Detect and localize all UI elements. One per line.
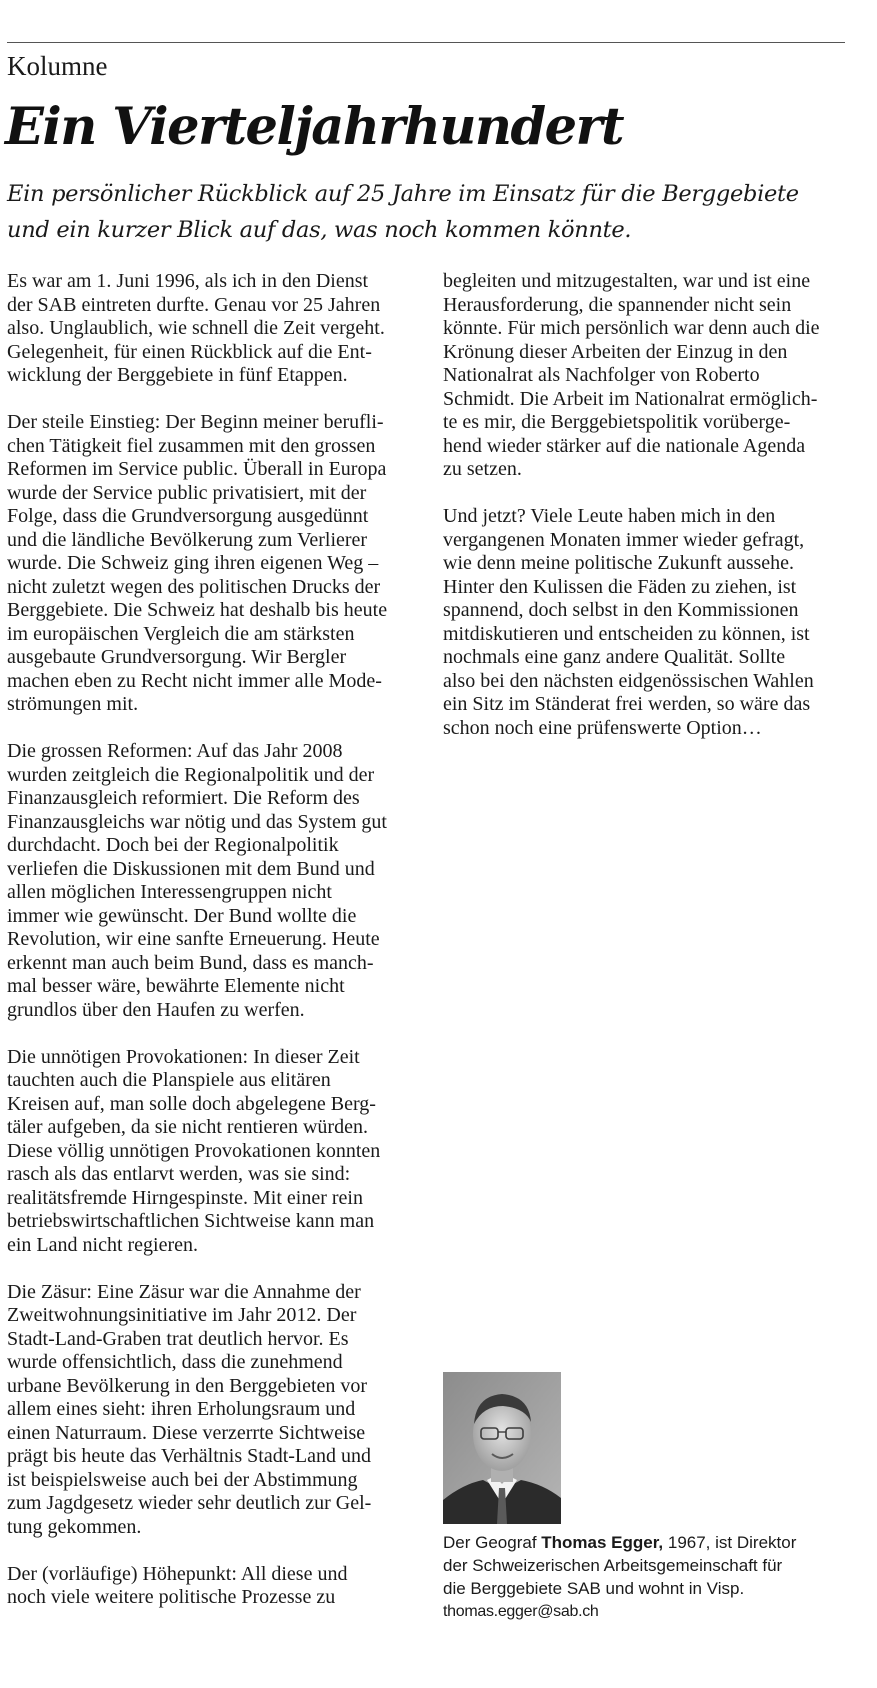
text-line: vergangenen Monaten immer wieder gefragt, <box>443 528 805 551</box>
caption-line: die Berggebiete SAB und wohnt in Visp. <box>443 1579 745 1598</box>
text-line: und die ländliche Bevölkerung zum Verlierer <box>7 528 368 551</box>
text-line: spannend, doch selbst in den Kommissionen <box>443 599 799 621</box>
caption-prefix: Der Geograf <box>443 1533 542 1552</box>
text-line: wurde. Die Schweiz ging ihren eigenen Weg – <box>7 552 379 574</box>
text-line: mal besser wäre, bewährte Elemente nicht <box>7 975 345 997</box>
text-line: ein Land nicht regieren. <box>7 1233 199 1256</box>
text-line: mitdiskutieren und entscheiden zu können, ist <box>443 622 810 645</box>
paragraph <box>443 270 863 482</box>
author-email: thomas.egger@sab.ch <box>443 1603 599 1620</box>
text-line: immer wie gewünscht. Der Bund wollte die <box>7 904 357 927</box>
text-line: Kreisen auf, man solle doch abgelegene Berg- <box>7 1092 376 1115</box>
text-line: im europäischen Vergleich die am stärksten <box>7 622 355 645</box>
paragraph <box>7 1281 427 1540</box>
author-caption <box>443 1531 843 1623</box>
text-line: Die unnötigen Provokationen: In dieser Zeit <box>7 1045 360 1068</box>
text-line: allen möglichen Interessengruppen nicht <box>7 881 332 903</box>
text-line: also bei den nächsten eidgenössischen Wahlen <box>443 669 814 692</box>
text-line: Herausforderung, die spannender nicht sein <box>443 293 792 316</box>
column-kicker: Kolumne <box>7 51 108 81</box>
text-line: erkennt man auch beim Bund, dass es manch- <box>7 951 374 974</box>
text-line: tung gekommen. <box>7 1515 142 1538</box>
text-line: wicklung der Berggebiete in fünf Etappen. <box>7 364 348 386</box>
text-line: Berggebiete. Die Schweiz hat deshalb bis heute <box>7 599 388 621</box>
caption-line: der Schweizerischen Arbeitsgemeinschaft für <box>443 1556 783 1575</box>
text-line: Schmidt. Die Arbeit im Nationalrat ermöglich- <box>443 387 818 410</box>
text-line: wurde der Service public privatisiert, mit der <box>7 481 367 504</box>
text-line: Die grossen Reformen: Auf das Jahr 2008 <box>7 740 343 762</box>
author-name: Thomas Egger, <box>541 1533 664 1552</box>
text-line: ausgebaute Grundversorgung. Wir Bergler <box>7 646 347 668</box>
text-line: Finanzausgleich reformiert. Die Reform des <box>7 787 360 809</box>
text-line: Stadt-Land-Graben trat deutlich hervor. Es <box>7 1327 349 1350</box>
text-line: Der steile Einstieg: Der Beginn meiner berufli- <box>7 411 384 433</box>
text-line: allem eines sieht: ihren Erholungsraum und <box>7 1398 356 1420</box>
text-line: hend wieder stärker auf die nationale Agenda <box>443 434 806 457</box>
lead-line: Ein persönlicher Rückblick auf 25 Jahre im Einsatz für die Berggebiete <box>7 181 799 207</box>
paragraph <box>7 1046 427 1258</box>
lead-line: und ein kurzer Blick auf das, was noch kommen könnte. <box>7 217 632 243</box>
text-line: ist beispielsweise auch bei der Abstimmung <box>7 1468 358 1491</box>
text-line: wurde offensichtlich, dass die zunehmend <box>7 1351 343 1373</box>
text-line: realitätsfremde Hirngespinste. Mit einer rein <box>7 1186 363 1209</box>
headline: Ein Vierteljahrhundert <box>5 97 624 157</box>
text-line: Folge, dass die Grundversorgung ausgedünnt <box>7 505 369 527</box>
text-line: tauchten auch die Planspiele aus elitären <box>7 1069 331 1091</box>
text-line: grundlos über den Haufen zu werfen. <box>7 998 305 1021</box>
text-line: strömungen mit. <box>7 693 139 715</box>
text-line: schon noch eine prüfenswerte Option… <box>443 716 762 739</box>
text-line: Die Zäsur: Eine Zäsur war die Annahme der <box>7 1280 361 1303</box>
text-line: Zweitwohnungsinitiative im Jahr 2012. Der <box>7 1304 357 1326</box>
text-line: täler aufgeben, da sie nicht rentieren würden. <box>7 1116 368 1138</box>
text-line: Gelegenheit, für einen Rückblick auf die Ent- <box>7 340 372 363</box>
text-line: ein Sitz im Ständerat frei werden, so wäre das <box>443 693 811 715</box>
left-column <box>7 270 427 1633</box>
text-line: te es mir, die Berggebietspolitik vorüberge- <box>443 411 791 433</box>
text-line: begleiten und mitzugestalten, war und ist eine <box>443 270 811 292</box>
paragraph <box>7 740 427 1022</box>
top-rule <box>7 42 845 43</box>
text-line: urbane Bevölkerung in den Berggebieten vor <box>7 1374 368 1397</box>
paragraph <box>443 505 863 740</box>
author-portrait <box>443 1372 561 1524</box>
text-line: Revolution, wir eine sanfte Erneuerung. Heute <box>7 928 380 950</box>
text-line: noch viele weitere politische Prozesse zu <box>7 1586 336 1608</box>
text-line: Und jetzt? Viele Leute haben mich in den <box>443 505 776 527</box>
text-line: nicht zuletzt wegen des politischen Drucks der <box>7 575 381 598</box>
text-line: Es war am 1. Juni 1996, als ich in den Dienst <box>7 270 369 292</box>
text-line: zum Jagdgesetz wieder sehr deutlich zur Gel- <box>7 1492 372 1514</box>
text-line: verliefen die Diskussionen mit dem Bund und <box>7 857 375 880</box>
text-line: der SAB eintreten durfte. Genau vor 25 Jahren <box>7 293 381 316</box>
text-line: nochmals eine ganz andere Qualität. Sollte <box>443 646 786 668</box>
lead-paragraph <box>7 176 852 248</box>
text-line: machen eben zu Recht nicht immer alle Mode- <box>7 669 382 692</box>
text-line: wie denn meine politische Zukunft aussehe. <box>443 552 795 574</box>
text-line: rasch als das entlarvt werden, was sie sind: <box>7 1163 351 1185</box>
right-column <box>443 270 863 764</box>
text-line: zu setzen. <box>443 458 522 480</box>
text-line: prägt bis heute das Verhältnis Stadt-Land und <box>7 1445 372 1467</box>
text-line: Finanzausgleichs war nötig und das System gut <box>7 810 387 833</box>
text-line: Diese völlig unnötigen Provokationen konnten <box>7 1139 381 1162</box>
paragraph <box>7 1563 427 1610</box>
text-line: Krönung dieser Arbeiten der Einzug in den <box>443 340 788 363</box>
text-line: wurden zeitgleich die Regionalpolitik und der <box>7 763 375 786</box>
paragraph <box>7 270 427 388</box>
text-line: also. Unglaublich, wie schnell die Zeit vergeht. <box>7 317 385 339</box>
text-line: betriebswirtschaftlichen Sichtweise kann man <box>7 1210 375 1232</box>
caption-rest: 1967, ist Direktor <box>663 1533 797 1552</box>
text-line: durchdacht. Doch bei der Regionalpolitik <box>7 834 339 856</box>
text-line: chen Tätigkeit fiel zusammen mit den grossen <box>7 434 376 457</box>
text-line: Hinter den Kulissen die Fäden zu ziehen, ist <box>443 575 797 598</box>
text-line: Der (vorläufige) Höhepunkt: All diese und <box>7 1562 348 1585</box>
text-line: einen Naturraum. Diese verzerrte Sichtweise <box>7 1421 366 1444</box>
caption-line <box>443 1531 843 1554</box>
paragraph <box>7 411 427 717</box>
text-line: Nationalrat als Nachfolger von Roberto <box>443 364 760 386</box>
text-line: könnte. Für mich persönlich war denn auch die <box>443 317 820 339</box>
text-line: Reformen im Service public. Überall in Europa <box>7 458 387 480</box>
